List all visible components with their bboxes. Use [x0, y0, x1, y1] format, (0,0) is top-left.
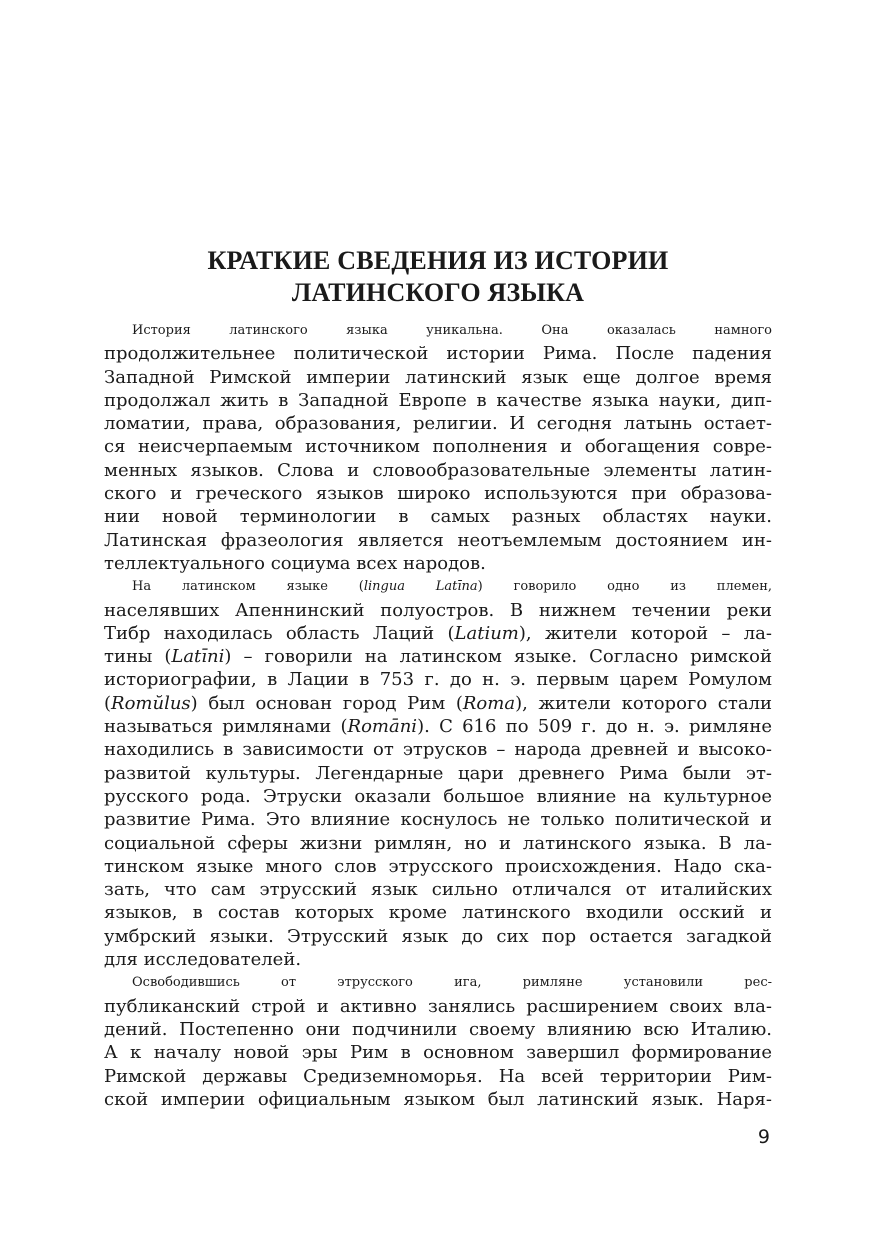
text-run: Тибр находилась область Лаций ( [104, 622, 455, 644]
paragraph-3 [104, 971, 772, 1111]
latin-term: Latium [454, 622, 519, 644]
text-line: продолжительнее политической истории Рима. После падения [104, 343, 772, 365]
text-line [104, 645, 772, 668]
latin-term: lingua Latīna [363, 579, 478, 595]
text-line [104, 622, 772, 645]
text-run: ). С 616 по 509 г. до н. э. римляне [417, 716, 772, 738]
page-number: 9 [757, 1126, 770, 1148]
text-line: публиканский строй и активно занялись расширением своих вла- [104, 995, 772, 1017]
text-line: ся неисчерпаемым источником пополнения и обогащения совре- [104, 436, 772, 458]
text-line: историографии, в Лации в 753 г. до н. э. первым царем Ромулом [104, 669, 772, 691]
text-line: языков, в состав которых кроме латинского входили осский и [104, 902, 772, 924]
text-line: История латинского языка уникальна. Она оказалась намного [132, 323, 772, 338]
text-line [104, 715, 772, 738]
text-run: ) – говорили на латинском языке. Согласно римской [224, 646, 772, 668]
text-line: Западной Римской империи латинский язык еще долгое время [104, 366, 772, 388]
text-line: Римской державы Средиземноморья. На всей территории Рим- [104, 1065, 772, 1087]
text-run: ), жители которой – ла- [518, 622, 772, 644]
text-run: На латинском языке ( [132, 579, 364, 595]
text-line: ломатии, права, образования, религии. И сегодня латынь остает- [104, 413, 772, 435]
text-line: социальной сферы жизни римлян, но и латинского языка. В ла- [104, 832, 772, 854]
text-run: ( [104, 692, 112, 714]
body-text [104, 319, 772, 1111]
latin-term: Romŭlus [111, 692, 191, 714]
text-run: ) говорило одно из племен, [477, 579, 773, 595]
latin-term: Latīni [171, 646, 225, 668]
text-line: дений. Постепенно они подчинили своему влиянию всю Италию. [104, 1018, 772, 1040]
text-line: тинском языке много слов этрусского происхождения. Надо ска- [104, 855, 772, 877]
paragraph-2 [104, 575, 772, 971]
text-line: ского и греческого языков широко используются при образова- [104, 483, 772, 505]
latin-term: Roma [462, 692, 516, 714]
text-line: продолжал жить в Западной Европе в качестве языка науки, дип- [104, 389, 772, 411]
text-line [104, 575, 772, 598]
latin-term: Romāni [347, 716, 418, 738]
text-line: нии новой терминологии в самых разных областях науки. [104, 506, 772, 528]
text-line: зать, что сам этрусский язык сильно отличался от италийских [104, 879, 772, 901]
chapter-heading-line-2: ЛАТИНСКОГО ЯЗЫКА [291, 278, 585, 307]
text-line [104, 692, 772, 715]
chapter-heading [100, 245, 776, 309]
text-line: теллектуального социума всех народов. [104, 552, 486, 574]
text-line: населявших Апеннинский полуостров. В нижнем течении реки [104, 599, 772, 621]
text-line: менных языков. Слова и словообразовательные элементы латин- [104, 459, 772, 481]
text-line: умбрский языки. Этрусский язык до сих пор остается загадкой [104, 925, 772, 947]
text-line: Латинская фразеология является неотъемлемым достоянием ин- [104, 529, 772, 551]
text-line: для исследователей. [104, 949, 302, 971]
paragraph-1 [104, 319, 772, 575]
text-line: ской империи официальным языком был латинский язык. Наря- [104, 1088, 772, 1110]
text-line: Освободившись от этрусского ига, римляне установили рес- [132, 975, 772, 991]
text-line: находились в зависимости от этрусков – народа древней и высоко- [104, 739, 772, 761]
text-line: развитие Рима. Это влияние коснулось не только политической и [104, 809, 772, 831]
text-run: ) был основан город Рим ( [190, 692, 463, 714]
text-line: развитой культуры. Легендарные цари древнего Рима были эт- [104, 762, 772, 784]
text-line: А к началу новой эры Рим в основном завершил формирование [104, 1042, 772, 1064]
text-run: ), жители которого стали [515, 692, 773, 714]
text-run: тины ( [104, 646, 172, 668]
chapter-heading-line-1: КРАТКИЕ СВЕДЕНИЯ ИЗ ИСТОРИИ [207, 246, 669, 275]
text-line: русского рода. Этруски оказали большое влияние на культурное [104, 785, 772, 807]
text-run: называться римлянами ( [104, 716, 348, 738]
